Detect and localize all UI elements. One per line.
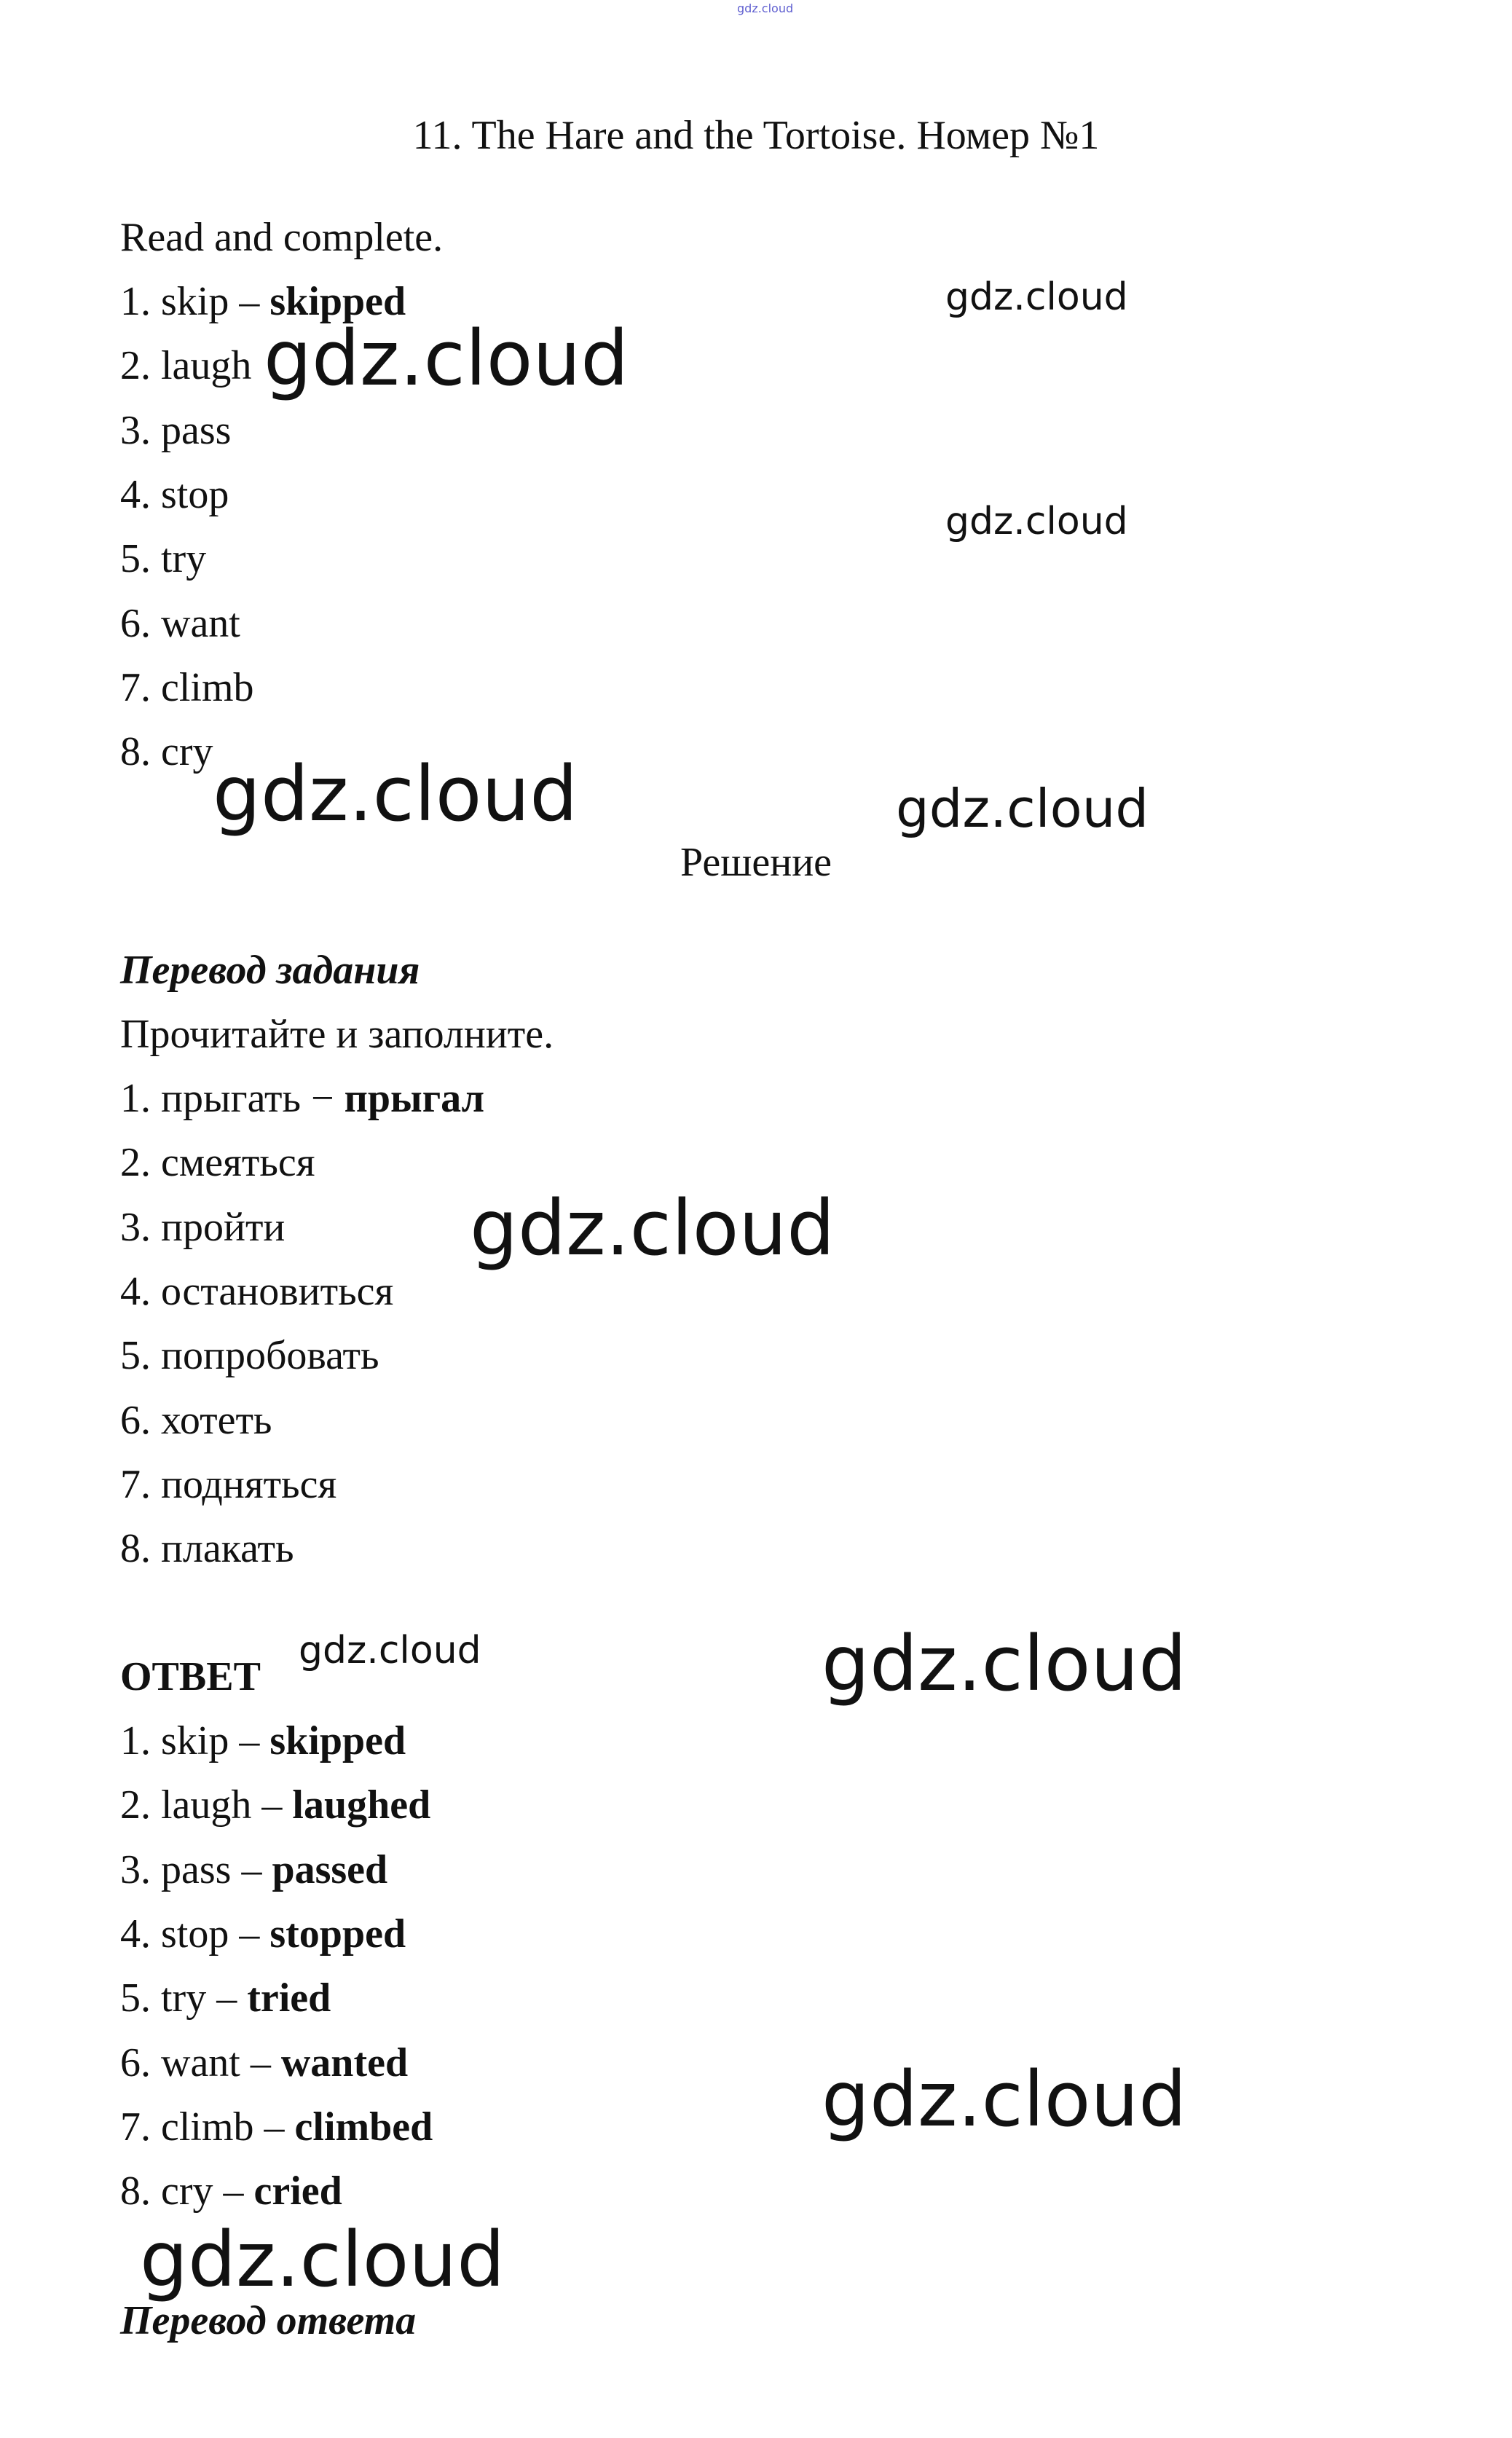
- list-item: [120, 536, 207, 582]
- item-answer: climbed: [294, 2104, 433, 2150]
- watermark: gdz.cloud: [470, 1184, 835, 1273]
- watermark: gdz.cloud: [213, 750, 578, 838]
- item-text: 7. climb –: [120, 2104, 295, 2150]
- watermark: gdz.cloud: [299, 1629, 481, 1672]
- item-text: 1. skip –: [120, 279, 270, 324]
- list-item: [120, 1397, 272, 1443]
- list-item: [120, 1911, 406, 1957]
- item-text: 4. stop: [120, 471, 229, 517]
- item-text: 3. pass –: [120, 1847, 272, 1892]
- item-answer: cried: [253, 2168, 342, 2214]
- item-text: 8. cry: [120, 729, 213, 775]
- item-answer: skipped: [269, 1718, 406, 1763]
- list-item: [120, 1782, 431, 1828]
- item-answer: laughed: [292, 1782, 431, 1828]
- item-text: 5. try –: [120, 1975, 248, 2021]
- translation-heading: Перевод задания: [120, 948, 420, 993]
- answer-translation-heading: Перевод ответа: [120, 2298, 417, 2343]
- item-text: 7. climb: [120, 664, 254, 710]
- item-text: 6. хотеть: [120, 1397, 272, 1443]
- list-item: [120, 600, 240, 646]
- item-text: 1. skip –: [120, 1718, 270, 1763]
- item-text: 2. laugh: [120, 343, 252, 389]
- list-item: [120, 729, 213, 775]
- list-item: [120, 407, 232, 453]
- item-text: 3. пройти: [120, 1204, 286, 1250]
- item-text: 6. want –: [120, 2040, 281, 2085]
- item-text: 6. want: [120, 600, 240, 646]
- page-title: 11. The Hare and the Tortoise. Номер №1: [412, 113, 1100, 158]
- list-item: [120, 2042, 408, 2083]
- item-text: 1. прыгать −: [120, 1076, 344, 1121]
- item-text: 5. попробовать: [120, 1333, 379, 1379]
- watermark: gdz.cloud: [822, 1619, 1187, 1708]
- list-item: [120, 471, 229, 517]
- list-item: [120, 664, 254, 710]
- item-text: 3. pass: [120, 407, 232, 453]
- task-heading: Read and complete.: [120, 215, 444, 260]
- item-text: 7. подняться: [120, 1461, 337, 1507]
- item-text: 4. остановиться: [120, 1268, 394, 1314]
- list-item: [120, 1526, 294, 1572]
- item-text: 2. laugh –: [120, 1782, 293, 1828]
- top-watermark: gdz.cloud: [737, 1, 794, 15]
- watermark: gdz.cloud: [945, 275, 1128, 319]
- translation-instruction: Прочитайте и заполните.: [120, 1012, 554, 1057]
- watermark: gdz.cloud: [140, 2215, 505, 2304]
- list-item: [120, 1078, 484, 1119]
- item-text: 8. плакать: [120, 1526, 294, 1572]
- answer-heading: ОТВЕТ: [120, 1654, 261, 1699]
- item-answer: tried: [247, 1975, 331, 2021]
- list-item: [120, 2104, 433, 2150]
- watermark: gdz.cloud: [945, 500, 1128, 543]
- list-item: [120, 2168, 342, 2214]
- list-item: [120, 1718, 406, 1763]
- list-item: [120, 1140, 315, 1186]
- list-item: [120, 1204, 286, 1250]
- watermark: gdz.cloud: [264, 314, 629, 403]
- list-item: [120, 1975, 331, 2021]
- item-text: 2. смеяться: [120, 1140, 315, 1186]
- solution-label: Решение: [680, 840, 832, 885]
- list-item: [120, 343, 252, 389]
- list-item: [120, 1849, 387, 1890]
- item-answer: passed: [272, 1847, 388, 1892]
- item-text: 8. cry –: [120, 2168, 254, 2214]
- list-item: [120, 1333, 379, 1379]
- list-item: [120, 1268, 394, 1314]
- item-text: 4. stop –: [120, 1911, 270, 1957]
- watermark: gdz.cloud: [896, 778, 1149, 839]
- list-item: [120, 1461, 337, 1507]
- item-answer: skipped: [269, 279, 406, 324]
- item-answer: stopped: [269, 1911, 406, 1957]
- item-answer: прыгал: [344, 1076, 485, 1121]
- item-answer: wanted: [280, 2040, 409, 2085]
- watermark: gdz.cloud: [822, 2055, 1187, 2144]
- item-text: 5. try: [120, 536, 207, 582]
